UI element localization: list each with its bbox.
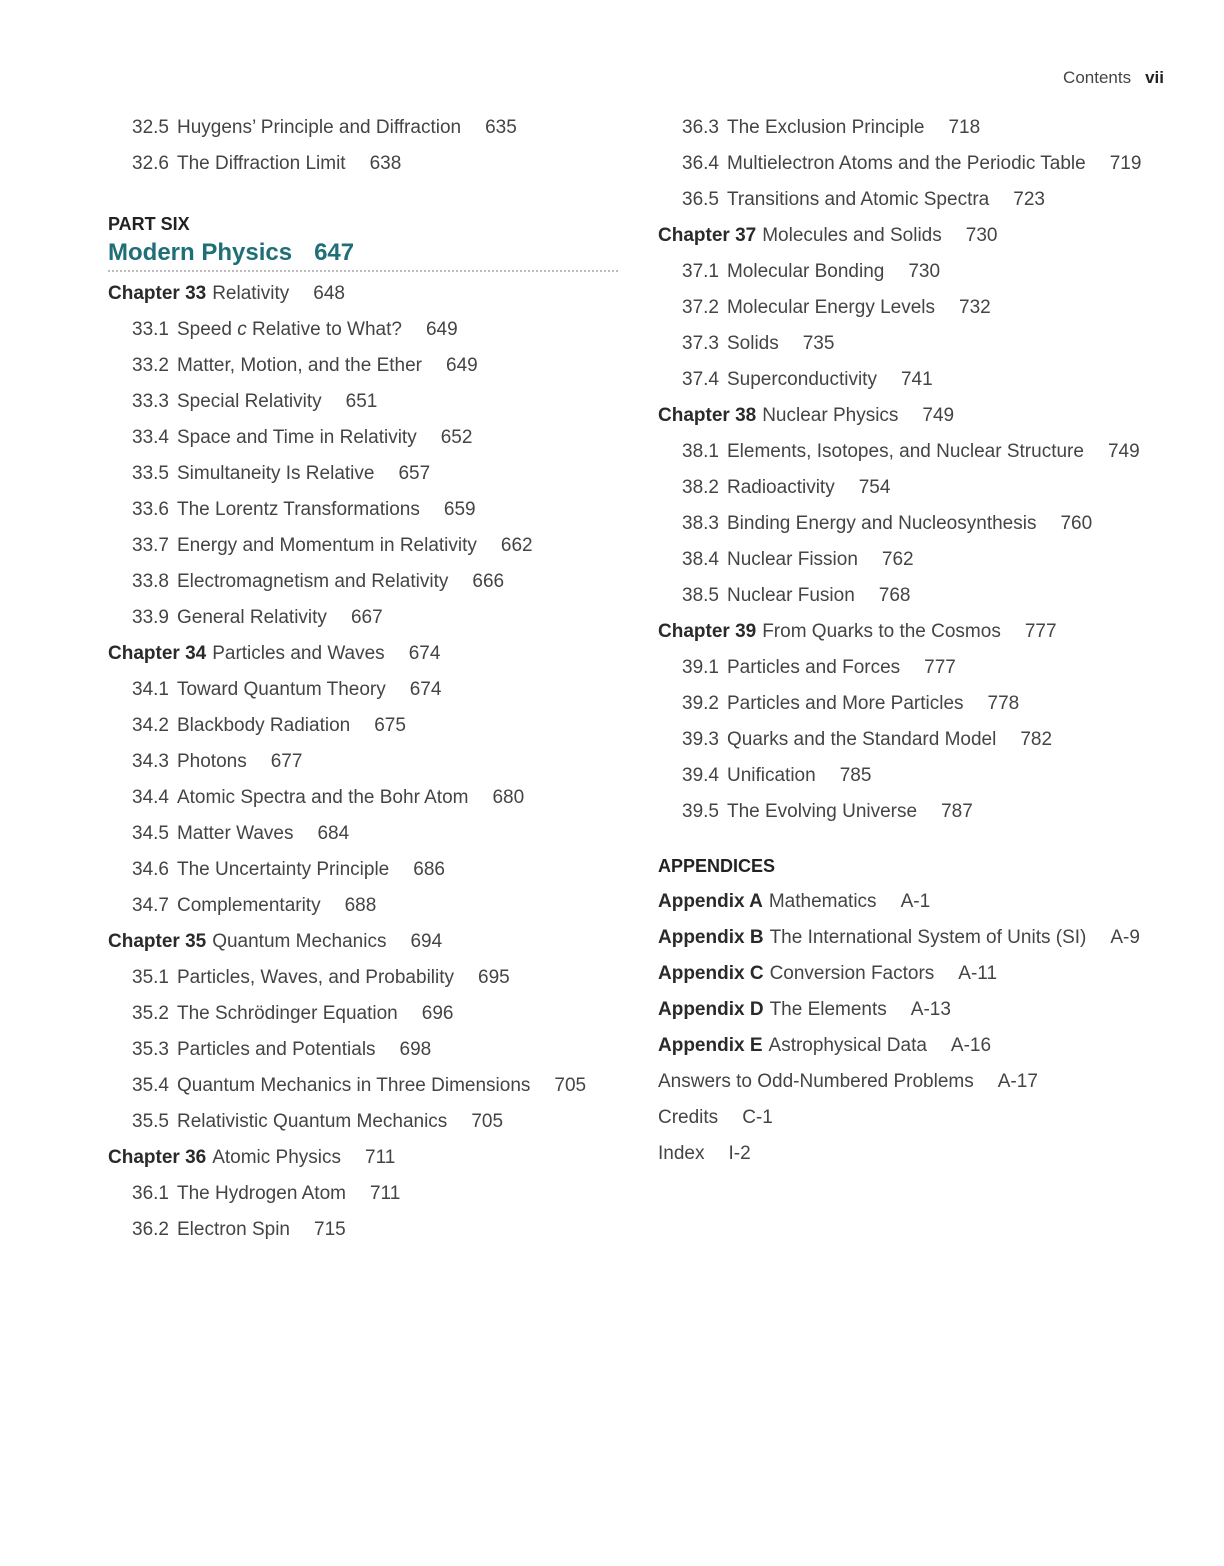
toc-chapter <box>108 636 618 672</box>
toc-section <box>108 708 618 744</box>
section-page: 649 <box>446 355 478 376</box>
section-number: 33.6 <box>132 499 169 520</box>
toc-section <box>658 434 1178 470</box>
section-title: Binding Energy and Nucleosynthesis <box>726 513 1037 534</box>
section-number: 33.1 <box>132 319 169 340</box>
section-title: The Evolving Universe <box>726 801 918 822</box>
chapter-title: Nuclear Physics <box>762 405 899 426</box>
toc-section <box>658 794 1178 830</box>
toc-appendix <box>658 956 1178 992</box>
section-page: 652 <box>440 427 473 448</box>
section-title: Complementarity <box>176 895 321 916</box>
section-page: 674 <box>409 679 442 700</box>
appendix-label: Appendix B <box>658 927 764 948</box>
section-number: 38.1 <box>682 441 719 462</box>
section-title: Huygens’ Principle and Diffraction <box>176 117 462 138</box>
section-number: 33.5 <box>132 463 169 484</box>
chapter-page: 674 <box>408 643 441 664</box>
appendix-label: Appendix E <box>658 1035 763 1056</box>
appendix-title: The Elements <box>769 999 887 1020</box>
appendices-heading: APPENDICES <box>658 856 776 876</box>
toc-section <box>108 1176 618 1212</box>
chapter-title: Particles and Waves <box>212 643 385 664</box>
section-title: Radioactivity <box>726 477 835 498</box>
section-number: 34.5 <box>132 823 169 844</box>
chapter-page: 694 <box>410 931 443 952</box>
section-title: Electron Spin <box>176 1219 290 1240</box>
section-page: 715 <box>314 1219 346 1240</box>
left-column <box>108 110 618 1248</box>
section-page: 677 <box>270 751 303 772</box>
chapter-title: From Quarks to the Cosmos <box>762 621 1001 642</box>
section-page: 659 <box>443 499 476 520</box>
section-title: Electromagnetism and Relativity <box>176 571 449 592</box>
section-number: 35.1 <box>132 967 169 988</box>
section-number: 39.1 <box>682 657 719 678</box>
section-title: Molecular Energy Levels <box>726 297 936 318</box>
section-page: 730 <box>908 261 941 282</box>
section-title: Quantum Mechanics in Three Dimensions <box>176 1075 531 1096</box>
toc-section <box>108 528 618 564</box>
appendix-title: Conversion Factors <box>769 963 935 984</box>
chapter-label: Chapter 33 <box>108 283 207 304</box>
chapter-title: Molecules and Solids <box>762 225 942 246</box>
appendix-label: Appendix D <box>658 999 764 1020</box>
backmatter-title: Index <box>658 1143 705 1164</box>
section-number: 39.5 <box>682 801 719 822</box>
section-number: 34.6 <box>132 859 169 880</box>
section-title: Blackbody Radiation <box>176 715 351 736</box>
section-page: 696 <box>421 1003 454 1024</box>
section-page: 666 <box>472 571 505 592</box>
section-number: 39.2 <box>682 693 719 714</box>
toc-section <box>658 650 1178 686</box>
section-page: 635 <box>485 117 517 138</box>
section-page: 718 <box>948 117 981 138</box>
section-title: Quarks and the Standard Model <box>726 729 997 750</box>
section-number: 36.2 <box>132 1219 169 1240</box>
section-number: 39.4 <box>682 765 719 786</box>
toc-section <box>108 600 618 636</box>
section-title: Particles and Potentials <box>176 1039 376 1060</box>
appendix-page: A-11 <box>958 963 998 984</box>
section-title: Molecular Bonding <box>726 261 885 282</box>
part-title-text: Modern Physics <box>108 239 293 266</box>
section-page: 735 <box>802 333 835 354</box>
backmatter-page: A-17 <box>997 1071 1038 1092</box>
part-label: PART SIX <box>108 214 190 234</box>
section-number: 34.1 <box>132 679 169 700</box>
toc-section <box>108 888 618 924</box>
section-page: 760 <box>1060 513 1093 534</box>
section-number: 33.9 <box>132 607 169 628</box>
section-title: Nuclear Fission <box>726 549 858 570</box>
toc-section <box>658 578 1178 614</box>
section-page: 698 <box>399 1039 432 1060</box>
toc-section <box>658 290 1178 326</box>
backmatter-title: Credits <box>658 1107 719 1128</box>
toc-appendix <box>658 992 1178 1028</box>
section-page: 684 <box>317 823 350 844</box>
section-page: 651 <box>345 391 378 412</box>
section-title: Space and Time in Relativity <box>176 427 417 448</box>
toc-section <box>108 1068 618 1104</box>
toc-backmatter <box>658 1064 1178 1100</box>
toc-section <box>108 852 618 888</box>
section-number: 35.3 <box>132 1039 169 1060</box>
backmatter-page: C-1 <box>742 1107 773 1128</box>
section-title: Particles, Waves, and Probability <box>176 967 455 988</box>
section-title: The Diffraction Limit <box>176 153 346 174</box>
section-number: 34.4 <box>132 787 169 808</box>
section-title: Energy and Momentum in Relativity <box>176 535 477 556</box>
toc-section <box>658 470 1178 506</box>
section-page: 719 <box>1109 153 1142 174</box>
toc-chapter <box>108 1140 618 1176</box>
section-number: 37.2 <box>682 297 719 318</box>
chapter-page: 648 <box>313 283 345 304</box>
section-title: Special Relativity <box>176 391 322 412</box>
section-number: 38.3 <box>682 513 719 534</box>
section-page: 754 <box>858 477 891 498</box>
section-number: 35.2 <box>132 1003 169 1024</box>
section-title: The Schrödinger Equation <box>176 1003 398 1024</box>
toc-section <box>108 996 618 1032</box>
toc-section <box>108 564 618 600</box>
section-title: General Relativity <box>176 607 327 628</box>
toc-section <box>108 672 618 708</box>
toc-section <box>108 1032 618 1068</box>
section-title-prefix: Speed <box>176 319 238 340</box>
toc-section <box>658 542 1178 578</box>
appendix-page: A-1 <box>900 891 931 912</box>
section-page: 785 <box>839 765 872 786</box>
backmatter-page: I-2 <box>728 1143 751 1164</box>
toc-backmatter <box>658 1100 1178 1136</box>
appendix-page: A-9 <box>1110 927 1140 948</box>
toc-section <box>658 254 1178 290</box>
section-number: 37.3 <box>682 333 719 354</box>
section-page: 686 <box>413 859 445 880</box>
section-number: 34.3 <box>132 751 169 772</box>
section-page: 705 <box>554 1075 587 1096</box>
section-page: 662 <box>500 535 533 556</box>
chapter-label: Chapter 35 <box>108 931 207 952</box>
section-title: Matter, Motion, and the Ether <box>176 355 423 376</box>
toc-appendix <box>658 884 1178 920</box>
toc-section <box>658 362 1178 398</box>
chapter-title: Relativity <box>212 283 290 304</box>
section-page: 688 <box>344 895 377 916</box>
section-page: 675 <box>374 715 406 736</box>
toc-chapter <box>658 614 1178 650</box>
section-number: 38.2 <box>682 477 719 498</box>
toc-section <box>108 348 618 384</box>
toc-section <box>658 146 1178 182</box>
section-number: 36.3 <box>682 117 719 138</box>
section-number: 35.4 <box>132 1075 169 1096</box>
appendix-label: Appendix A <box>658 891 763 912</box>
appendix-label: Appendix C <box>658 963 764 984</box>
section-number: 32.5 <box>132 117 169 138</box>
section-page: 768 <box>878 585 911 606</box>
section-number: 39.3 <box>682 729 719 750</box>
appendix-title: Astrophysical Data <box>768 1035 927 1056</box>
section-title: Atomic Spectra and the Bohr Atom <box>176 787 469 808</box>
toc-section <box>108 456 618 492</box>
section-page: 777 <box>924 657 956 678</box>
section-number: 36.5 <box>682 189 719 210</box>
section-title: Elements, Isotopes, and Nuclear Structure <box>726 441 1084 462</box>
section-number: 35.5 <box>132 1111 169 1132</box>
section-number: 38.4 <box>682 549 719 570</box>
chapter-label: Chapter 37 <box>658 225 757 246</box>
section-title: Toward Quantum Theory <box>176 679 386 700</box>
section-page: 762 <box>881 549 914 570</box>
chapter-title: Quantum Mechanics <box>212 931 387 952</box>
section-title: The Exclusion Principle <box>726 117 925 138</box>
toc-section <box>108 492 618 528</box>
toc-section <box>658 506 1178 542</box>
toc-appendix <box>658 920 1178 956</box>
toc-section <box>108 146 618 182</box>
toc-section <box>108 780 618 816</box>
header-page-number: vii <box>1145 68 1164 87</box>
section-title: Photons <box>176 751 247 772</box>
appendix-page: A-16 <box>950 1035 992 1056</box>
section-number: 34.2 <box>132 715 169 736</box>
section-page: 657 <box>398 463 431 484</box>
section-title: The Uncertainty Principle <box>176 859 390 880</box>
toc-section <box>108 816 618 852</box>
section-number: 37.1 <box>682 261 719 282</box>
section-title-italic: c <box>237 319 247 340</box>
section-number: 38.5 <box>682 585 719 606</box>
part-page: 647 <box>314 239 355 266</box>
section-title: Matter Waves <box>176 823 294 844</box>
chapter-label: Chapter 36 <box>108 1147 207 1168</box>
section-page: 787 <box>941 801 973 822</box>
toc-chapter <box>658 398 1178 434</box>
section-page: 723 <box>1013 189 1045 210</box>
toc-section <box>108 420 618 456</box>
toc-section <box>108 312 618 348</box>
chapter-page: 749 <box>922 405 955 426</box>
appendix-title: Mathematics <box>768 891 877 912</box>
section-page: 680 <box>492 787 525 808</box>
appendix-title: The International System of Units (SI) <box>769 927 1087 948</box>
section-number: 32.6 <box>132 153 169 174</box>
section-page: 667 <box>350 607 383 628</box>
chapter-page: 711 <box>365 1147 396 1168</box>
section-page: 778 <box>987 693 1020 714</box>
right-column <box>658 110 1178 1172</box>
section-title: Relativistic Quantum Mechanics <box>176 1111 448 1132</box>
toc-chapter <box>108 276 618 312</box>
section-title: Superconductivity <box>726 369 877 390</box>
section-title: Particles and Forces <box>726 657 901 678</box>
chapter-label: Chapter 39 <box>658 621 757 642</box>
toc-section <box>658 686 1178 722</box>
section-title: The Lorentz Transformations <box>176 499 420 520</box>
section-number: 33.2 <box>132 355 169 376</box>
section-number: 37.4 <box>682 369 719 390</box>
toc-chapter <box>658 218 1178 254</box>
toc-section <box>658 722 1178 758</box>
section-title: Transitions and Atomic Spectra <box>726 189 990 210</box>
section-title: The Hydrogen Atom <box>176 1183 346 1204</box>
section-title: Particles and More Particles <box>726 693 964 714</box>
section-page: 711 <box>369 1183 401 1204</box>
section-title: Unification <box>726 765 816 786</box>
section-page: 649 <box>425 319 458 340</box>
chapter-page: 777 <box>1024 621 1057 642</box>
toc-appendix <box>658 1028 1178 1064</box>
toc-section <box>108 1104 618 1140</box>
section-page: 705 <box>471 1111 504 1132</box>
section-page: 695 <box>478 967 510 988</box>
section-number: 33.3 <box>132 391 169 412</box>
chapter-label: Chapter 38 <box>658 405 757 426</box>
section-number: 33.8 <box>132 571 169 592</box>
section-title: Solids <box>726 333 779 354</box>
section-title: Simultaneity Is Relative <box>176 463 375 484</box>
backmatter-title: Answers to Odd-Numbered Problems <box>658 1071 974 1092</box>
running-header <box>1063 68 1164 88</box>
toc-section <box>108 110 618 146</box>
toc-section <box>108 960 618 996</box>
section-page: 732 <box>959 297 991 318</box>
part-title <box>108 236 618 272</box>
toc-section <box>658 758 1178 794</box>
chapter-page: 730 <box>965 225 998 246</box>
section-number: 33.7 <box>132 535 169 556</box>
section-page: 749 <box>1107 441 1140 462</box>
section-page: 782 <box>1020 729 1053 750</box>
toc-section <box>108 744 618 780</box>
section-page: 638 <box>369 153 402 174</box>
section-number: 36.1 <box>132 1183 169 1204</box>
section-title: Multielectron Atoms and the Periodic Table <box>726 153 1086 174</box>
section-number: 36.4 <box>682 153 719 174</box>
toc-section <box>658 326 1178 362</box>
chapter-label: Chapter 34 <box>108 643 207 664</box>
toc-chapter <box>108 924 618 960</box>
section-number: 33.4 <box>132 427 169 448</box>
section-title: Relative to What? <box>246 319 402 340</box>
section-number: 34.7 <box>132 895 169 916</box>
chapter-title: Atomic Physics <box>212 1147 342 1168</box>
section-page: 741 <box>900 369 933 390</box>
appendix-page: A-13 <box>910 999 951 1020</box>
section-title: Nuclear Fusion <box>726 585 855 606</box>
toc-section <box>658 110 1178 146</box>
toc-section <box>658 182 1178 218</box>
header-label: Contents <box>1063 68 1132 87</box>
toc-section <box>108 1212 618 1248</box>
toc-backmatter <box>658 1136 1178 1172</box>
toc-section <box>108 384 618 420</box>
